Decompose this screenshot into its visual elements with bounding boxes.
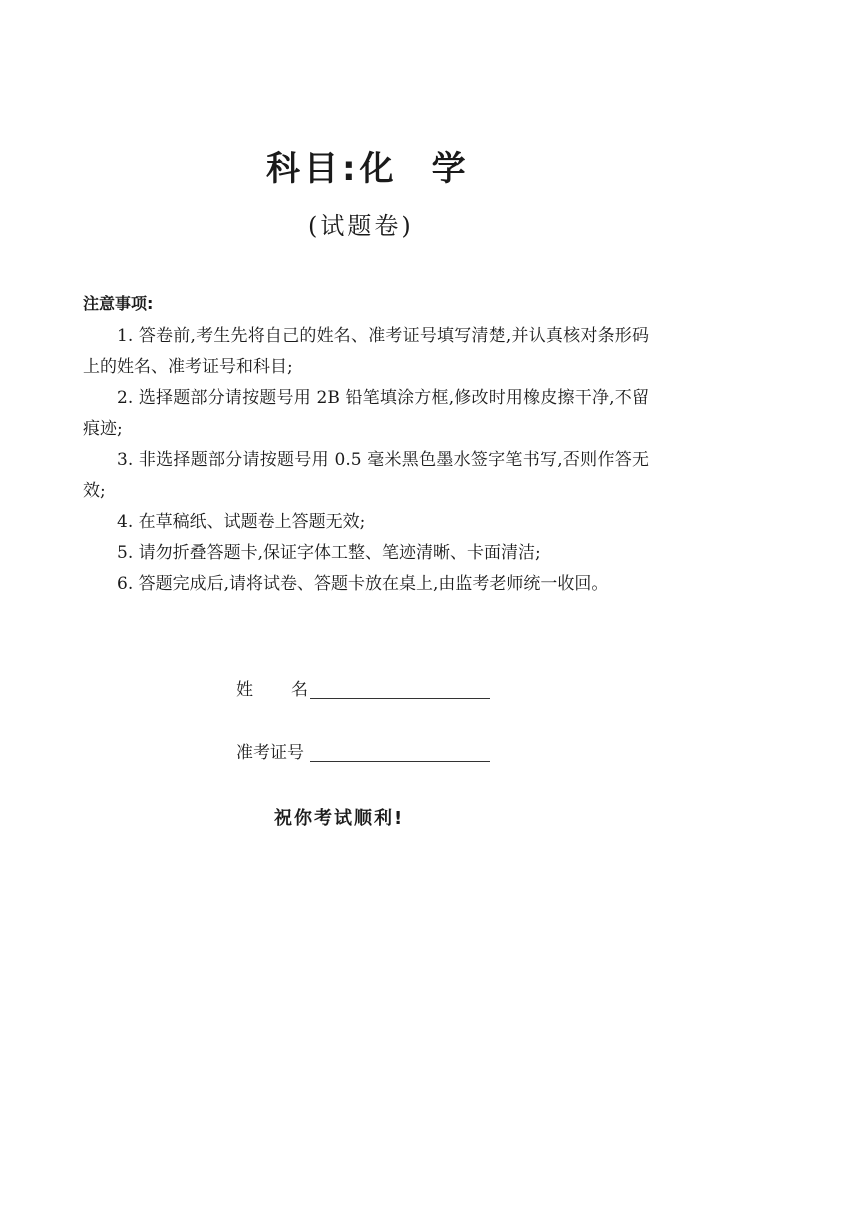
page-title [266, 149, 470, 189]
good-luck-message: 祝你考试顺利! [274, 808, 405, 829]
exam-id-field-label: 准考证号 [236, 743, 304, 763]
notice-item: 6. 答题完成后,请将试卷、答题卡放在桌上,由监考老师统一收回。 [117, 574, 609, 594]
notice-list [83, 321, 649, 600]
name-label-char-2: 名 [291, 680, 308, 700]
name-label-char-1: 姓 [236, 680, 253, 700]
notice-heading: 注意事项: [83, 294, 154, 313]
name-field-blank[interactable] [310, 680, 490, 699]
notice-item: 1. 答卷前,考生先将自己的姓名、准考证号填写清楚,并认真核对条形码上的姓名、准考证号和科目; [83, 326, 649, 377]
exam-id-field-row [236, 743, 490, 762]
exam-id-field-blank[interactable] [310, 743, 490, 762]
notice-item: 4. 在草稿纸、试题卷上答题无效; [117, 512, 366, 532]
page-subtitle: (试题卷) [308, 212, 414, 240]
title-subject-label: 科目:化 [266, 149, 398, 189]
name-field-label [236, 682, 310, 699]
name-field-row [236, 680, 490, 699]
notice-item: 3. 非选择题部分请按题号用 0.5 毫米黑色墨水签字笔书写,否则作答无效; [83, 450, 649, 501]
notice-item: 2. 选择题部分请按题号用 2B 铅笔填涂方框,修改时用橡皮擦干净,不留痕迹; [83, 388, 649, 439]
title-subject-char: 学 [431, 149, 470, 189]
notice-item: 5. 请勿折叠答题卡,保证字体工整、笔迹清晰、卡面清洁; [117, 543, 541, 563]
